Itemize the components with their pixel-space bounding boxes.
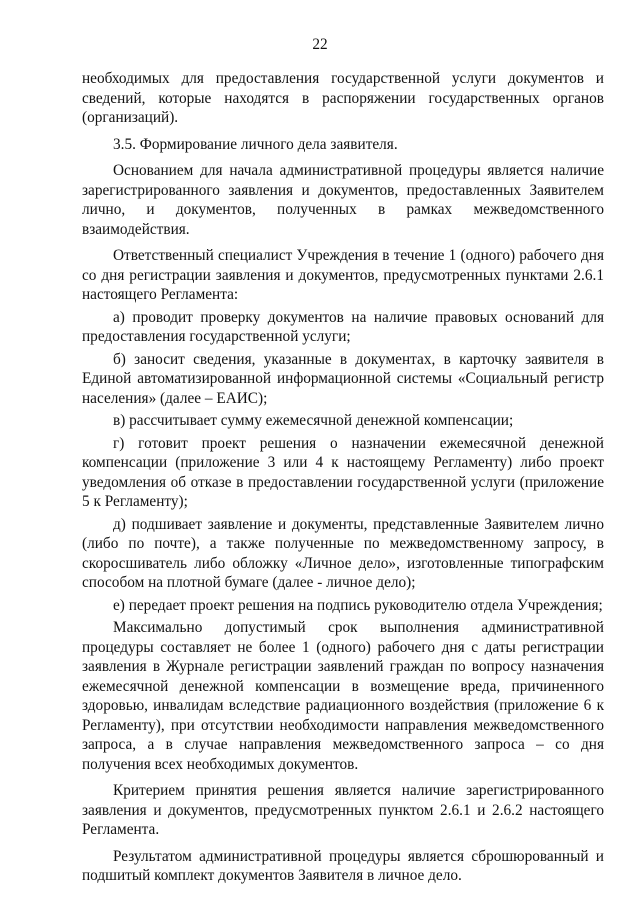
section-heading: 3.5. Формирование личного дела заявителя.	[113, 135, 398, 153]
list-item-v: в) рассчитывает сумму ежемесячной денежной компенсации;	[113, 412, 514, 429]
paragraph-time-limit: Максимально допустимый срок выполнения административной процедуры составляет не более 1 (одного) рабочего дня с даты регистрации заявления в Журнале регистрации заявлений граждан по вопросу назначения ежемесячной денежной компенсации в возмещение вреда, причиненного здоровью, инвалидам вследствие радиационного воздействия (приложение 6 к Регламенту), при отсутствии необходимости направления межведомственного запроса, а в случае направления межведомственного запроса – со дня получения всех необходимых документов.	[82, 619, 604, 773]
list-item-a: а) проводит проверку документов на наличие правовых оснований для предоставления государственной услуги;	[82, 308, 604, 345]
list-item-b: б) заносит сведения, указанные в документах, в карточку заявителя в Единой автоматизированной информационной системы «Социальный регистр населения» (далее – ЕАИС);	[82, 350, 604, 407]
paragraph-basis: Основанием для начала административной процедуры является наличие зарегистрированного заявления и документов, предоставленных Заявителем лично, и документов, полученных в рамках межведомственного взаимодействия.	[82, 162, 604, 238]
list-item-g: г) готовит проект решения о назначении ежемесячной денежной компенсации (приложение 3 или 4 к настоящему Регламенту) либо проект уведомления об отказе в предоставлении государственной услуги (приложение 5 к Регламенту);	[82, 434, 604, 510]
paragraph-continuation: необходимых для предоставления государственной услуги документов и сведений, которые находятся в распоряжении государственных органов (организаций).	[82, 70, 604, 126]
list-item-e: е) передает проект решения на подпись руководителю отдела Учреждения;	[113, 596, 603, 614]
paragraph-result: Результатом административной процедуры является сброшюрованный и подшитый комплект документов Заявителя в личное дело.	[82, 847, 604, 884]
paragraph-specialist: Ответственный специалист Учреждения в течение 1 (одного) рабочего дня со дня регистрации заявления и документов, предусмотренных пунктами 2.6.1 настоящего Регламента:	[82, 247, 604, 303]
paragraph-criterion: Критерием принятия решения является наличие зарегистрированного заявления и документов, предусмотренных пунктом 2.6.1 и 2.6.2 настоящего Регламента.	[82, 782, 604, 838]
page-number: 22	[312, 36, 328, 53]
document-body	[82, 69, 604, 886]
list-item-d: д) подшивает заявление и документы, представленные Заявителем лично (либо по почте), а также полученные по межведомственному запросу, в скоросшиватель либо обложку «Личное дело», изготовленные типографским способом на плотной бумаге (далее - личное дело);	[82, 515, 604, 591]
